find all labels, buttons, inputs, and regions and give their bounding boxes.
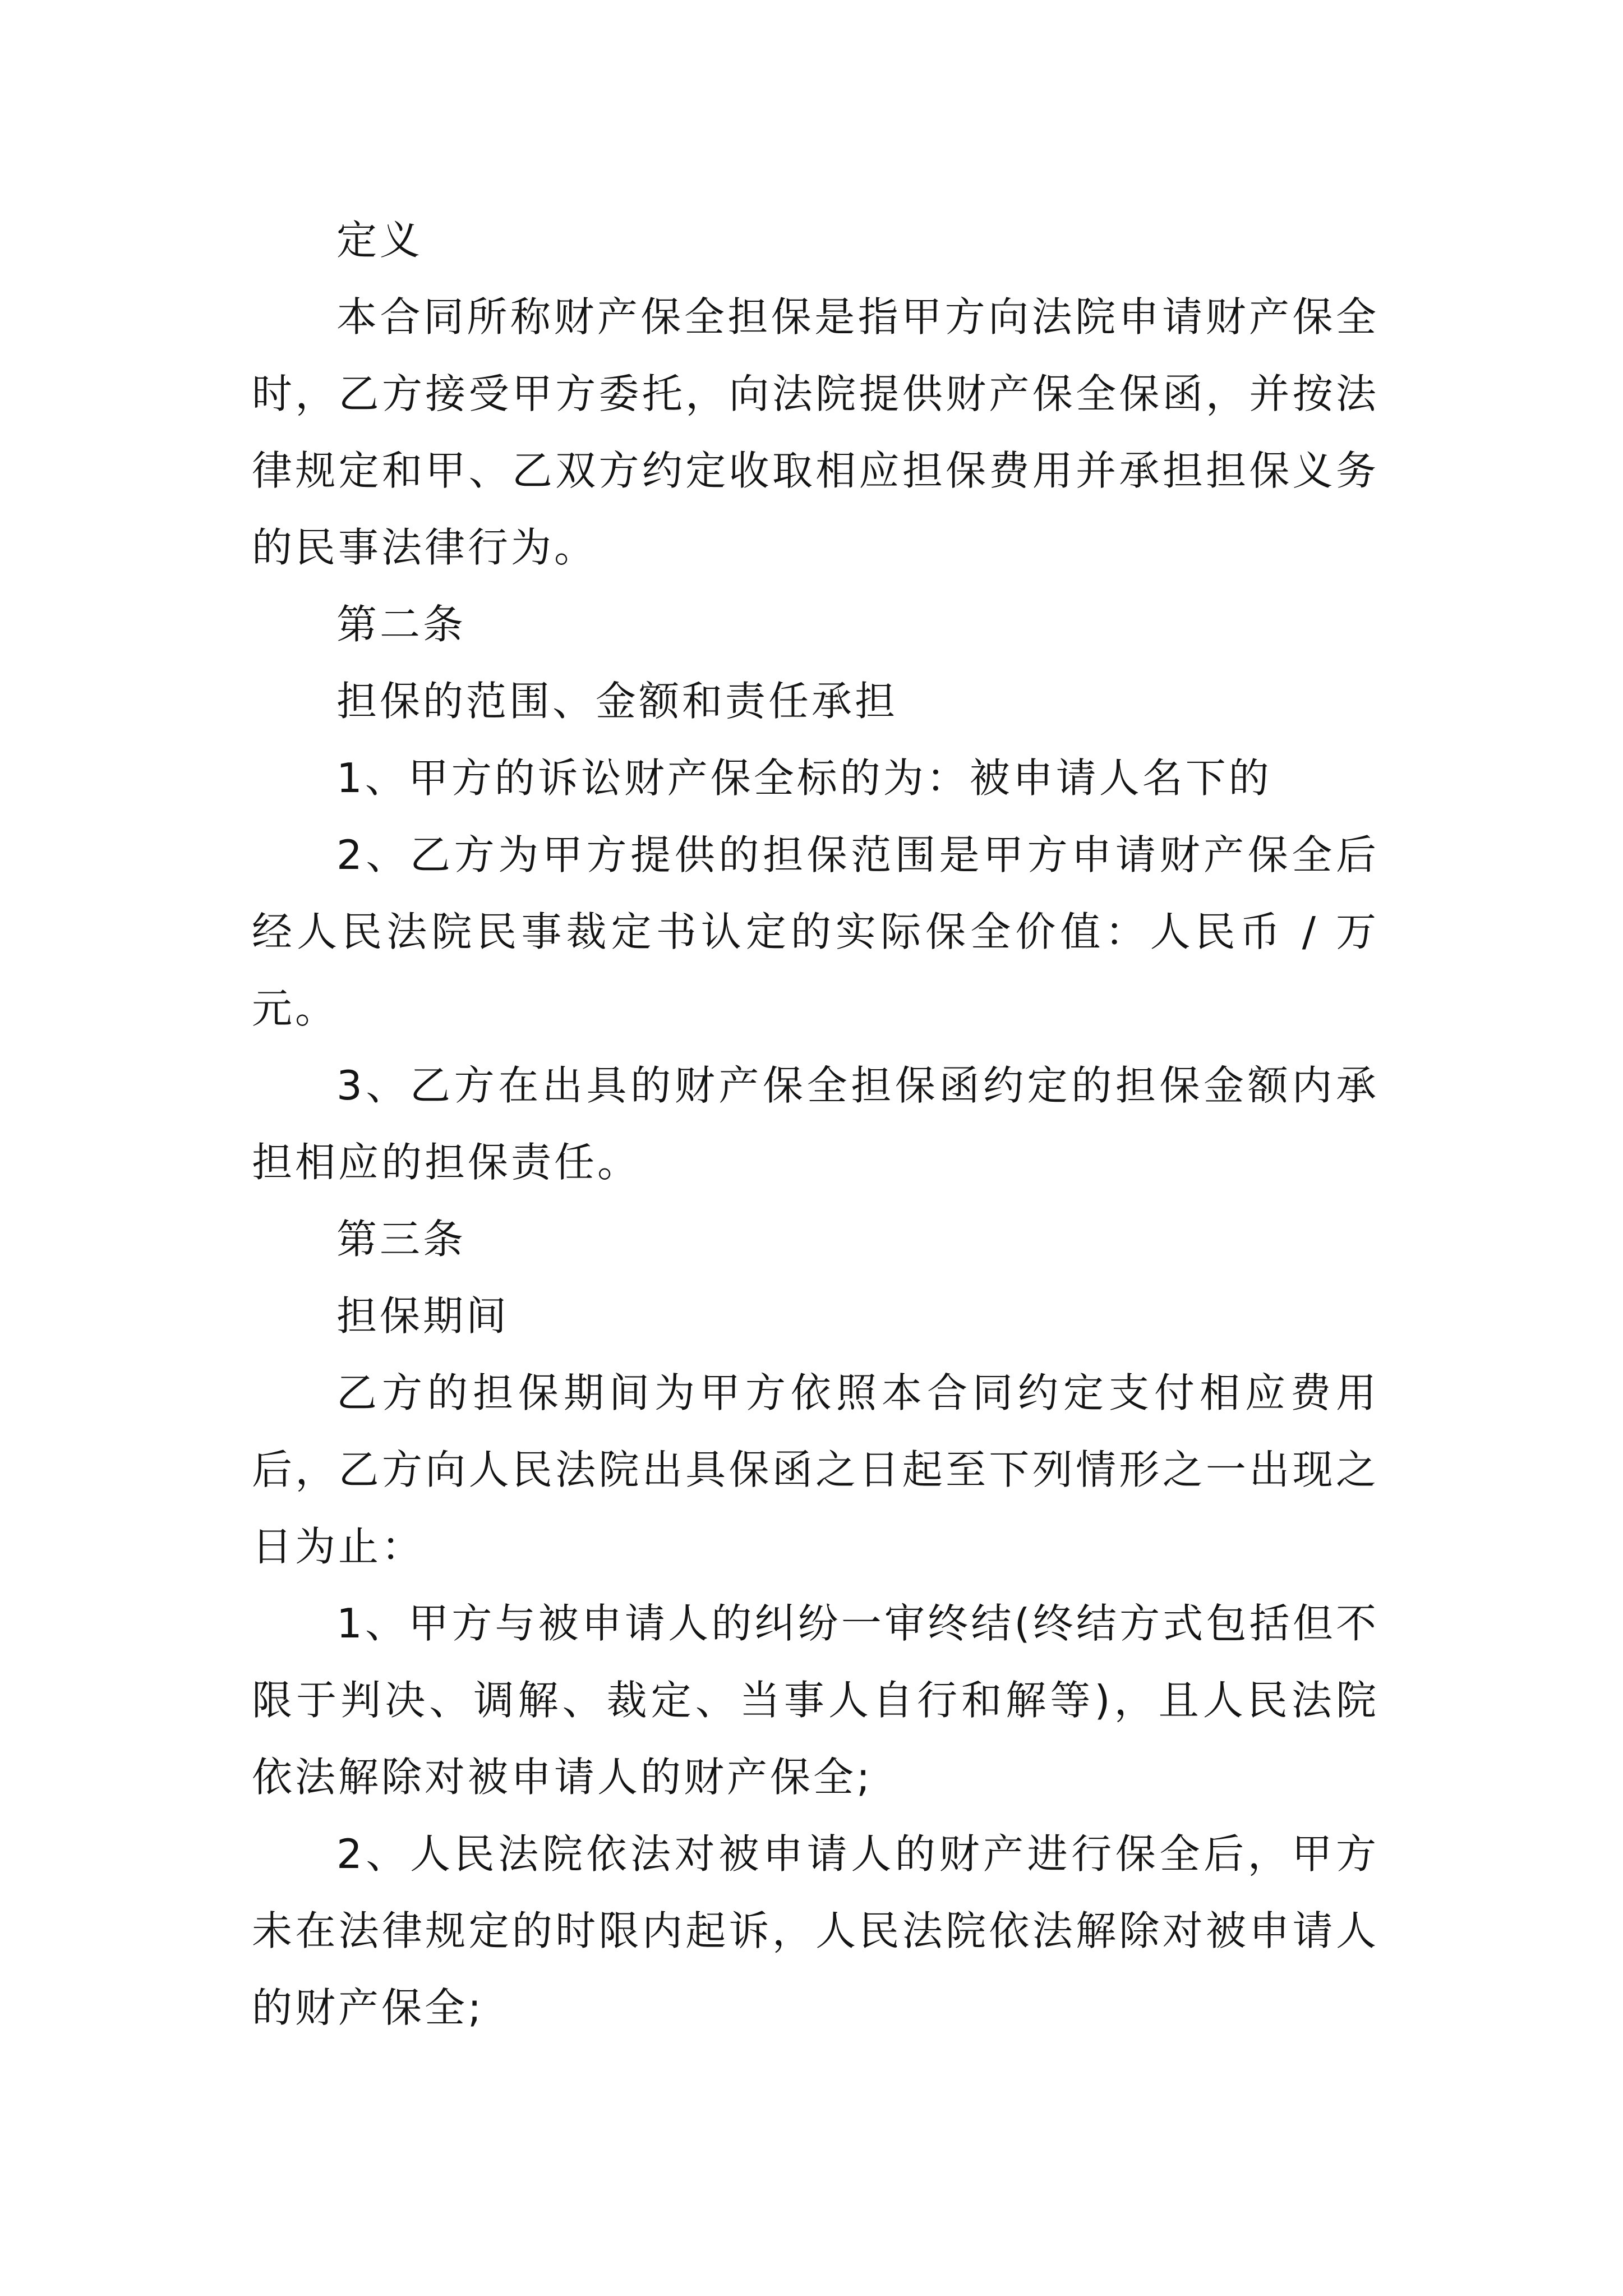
article-two-heading: 担保的范围、金额和责任承担 bbox=[336, 678, 898, 725]
article-two-item-3: 3、乙方在出具的财产保全担保函约定的担保金额内承担相应的担保责任。 bbox=[252, 1062, 1379, 1186]
article-two-title: 第二条 bbox=[336, 601, 467, 648]
paragraph-definition: 本合同所称财产保全担保是指甲方向法院申请财产保全时，乙方接受甲方委托，向法院提供财产保全保函，并按法律规定和甲、乙双方约定收取相应担保费用并承担担保义务的民事法律行为。 bbox=[252, 293, 1379, 571]
article-three-item-2: 2、人民法院依法对被申请人的财产进行保全后，甲方未在法律规定的时限内起诉，人民法院依法解除对被申请人的财产保全; bbox=[252, 1830, 1379, 2031]
document-body bbox=[252, 202, 1379, 2046]
article-three-title: 第三条 bbox=[336, 1216, 467, 1263]
heading-definition: 定义 bbox=[336, 217, 423, 264]
article-two-item-1: 1、甲方的诉讼财产保全标的为：被申请人名下的 bbox=[336, 754, 1272, 802]
article-three-intro: 乙方的担保期间为甲方依照本合同约定支付相应费用后，乙方向人民法院出具保函之日起至下列情形之一出现之日为止： bbox=[252, 1369, 1379, 1570]
article-three-item-1: 1、甲方与被申请人的纠纷一审终结(终结方式包括但不限于判决、调解、裁定、当事人自行和解等)，且人民法院依法解除对被申请人的财产保全; bbox=[252, 1600, 1379, 1801]
article-two-item-2: 2、乙方为甲方提供的担保范围是甲方申请财产保全后经人民法院民事裁定书认定的实际保全价值：人民币 / 万元。 bbox=[252, 831, 1379, 1032]
article-three-heading: 担保期间 bbox=[336, 1292, 510, 1340]
